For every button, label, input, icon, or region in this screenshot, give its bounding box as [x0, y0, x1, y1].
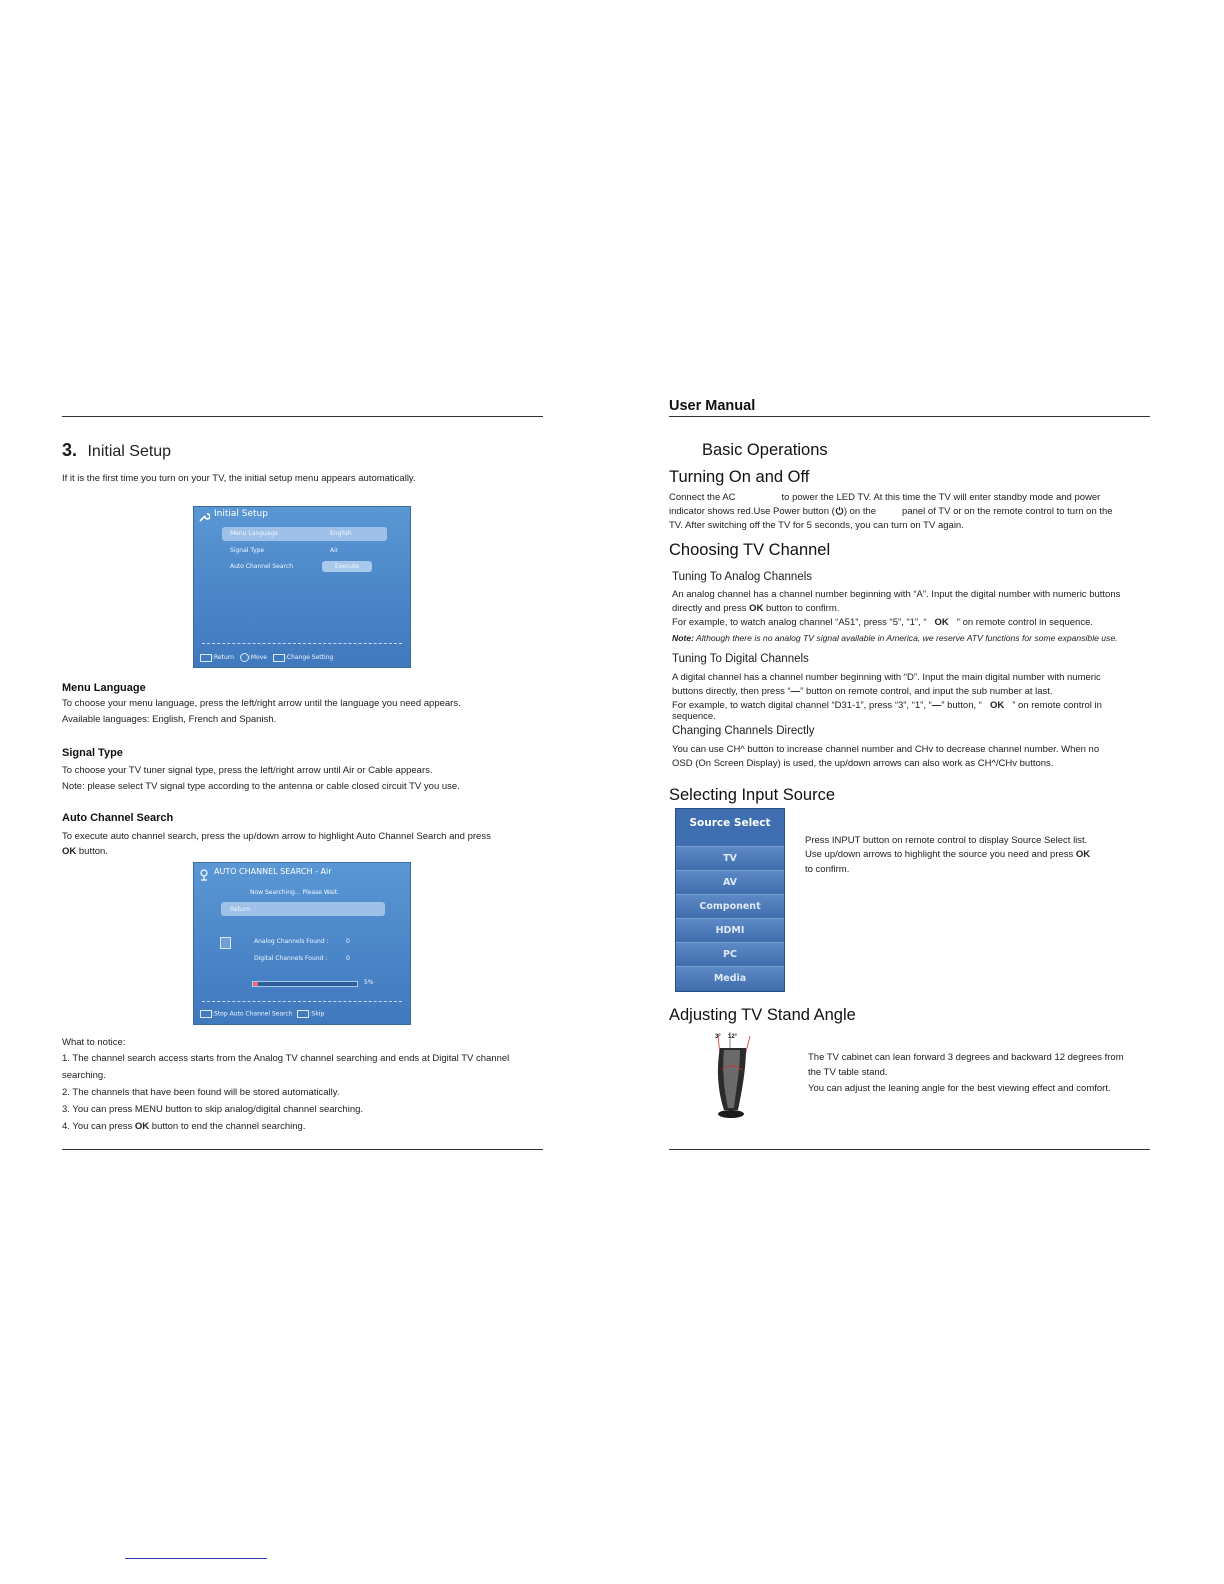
- satellite-icon: [199, 866, 209, 878]
- initial-setup-footer: [200, 653, 333, 662]
- digital-line4: sequence.: [672, 711, 716, 722]
- signal-type-label: Signal Type: [230, 547, 265, 554]
- analog-found-label: Analog Channels Found :: [254, 938, 329, 945]
- choosing-heading: Choosing TV Channel: [669, 541, 831, 559]
- wrench-icon: [198, 508, 210, 520]
- analog-found-value: 0: [346, 938, 350, 945]
- footer-change: :Change Setting: [284, 654, 334, 661]
- section-number: 3.: [62, 440, 78, 460]
- analog-l2-ok: OK: [749, 603, 764, 614]
- menu-key-icon-2: [297, 1010, 309, 1018]
- search-status: Now Searching... Please Wait.: [250, 889, 340, 896]
- notice-item1a: 1. The channel search access starts from the Analog TV channel searching and ends at Digital TV channel: [62, 1053, 510, 1064]
- auto-channel-line2-rest: button.: [76, 846, 108, 857]
- turning-l2a: indicator shows red.Use Power button (: [669, 506, 835, 517]
- ok-key-icon: [273, 654, 285, 662]
- digital-l2-post: ” button on remote control, and input the sub number at last.: [800, 686, 1053, 697]
- source-item-pc: PC: [676, 942, 784, 967]
- analog-l3-ok: OK: [934, 617, 949, 628]
- digital-line3: [672, 699, 1102, 713]
- search-progress-text: 5%: [364, 979, 374, 986]
- search-divider: [202, 1001, 402, 1002]
- turning-line2: [669, 505, 1113, 519]
- source-select-box: [675, 808, 785, 992]
- digital-l3-post: ” on remote control in: [1012, 700, 1102, 711]
- notice-item1b: searching.: [62, 1070, 106, 1081]
- turning-l1a: Connect the AC: [669, 492, 736, 503]
- turning-line1: [669, 491, 1159, 505]
- analog-line3: [672, 616, 1093, 630]
- channel-icon: [220, 937, 231, 949]
- notice-item4-ok: OK: [134, 1121, 150, 1132]
- notice-item4-pre: 4. You can press: [62, 1121, 135, 1132]
- auto-channel-value: Execute: [335, 563, 359, 570]
- source-item-hdmi: HDMI: [676, 918, 784, 943]
- notice-item4-post: button to end the channel searching.: [149, 1121, 306, 1132]
- left-top-rule: [62, 416, 543, 417]
- footer-stop: :Stop Auto Channel Search: [212, 1010, 293, 1018]
- stand-line3: You can adjust the leaning angle for the best viewing effect and comfort.: [808, 1083, 1111, 1094]
- analog-l3-post: ” on remote control in sequence.: [956, 617, 1094, 628]
- signal-type-value: Air: [330, 547, 339, 554]
- turning-l1b: to power the LED TV. At this time the TV will enter standby mode and power: [781, 492, 1101, 503]
- auto-channel-line2: [62, 845, 108, 859]
- notice-item3: 3. You can press MENU button to skip analog/digital channel searching.: [62, 1104, 364, 1115]
- initial-setup-title: Initial Setup: [214, 509, 268, 519]
- input-line2: [805, 848, 1090, 862]
- footer-link-line: [125, 1558, 267, 1559]
- menu-language-line2: Available languages: English, French and Spanish.: [62, 714, 277, 725]
- angle-front-label: 3°: [715, 1034, 721, 1040]
- notice-item2: 2. The channels that have been found will be stored automatically.: [62, 1087, 340, 1098]
- digital-l3-mid: ” button, “: [941, 700, 982, 711]
- search-progress-fill: [253, 982, 258, 986]
- auto-search-footer: [200, 1010, 324, 1018]
- auto-search-title: AUTO CHANNEL SEARCH - Air: [214, 867, 332, 876]
- menu-language-line1: To choose your menu language, press the left/right arrow until the language you need appears.: [62, 698, 461, 709]
- section-heading: [62, 440, 171, 461]
- digital-found-label: Digital Channels Found :: [254, 955, 328, 962]
- auto-channel-line1: To execute auto channel search, press the up/down arrow to highlight Auto Channel Search and press: [62, 831, 491, 842]
- menu-language-value: English: [330, 530, 352, 537]
- signal-type-line2: Note: please select TV signal type according to the antenna or cable closed circuit TV you use.: [62, 781, 460, 792]
- notice-item4: [62, 1120, 305, 1134]
- stand-line1: The TV cabinet can lean forward 3 degrees and backward 12 degrees from: [808, 1052, 1124, 1063]
- digital-l3-ok: OK: [989, 700, 1005, 711]
- input-l2-pre: Use up/down arrows to highlight the source you need and press: [805, 849, 1076, 860]
- notice-heading: What to notice:: [62, 1037, 126, 1048]
- digital-heading: Tuning To Digital Channels: [672, 653, 809, 665]
- analog-l3-pre: For example, to watch analog channel “A51”, press “5”, “1”, “: [672, 617, 927, 628]
- signal-type-line1: To choose your TV tuner signal type, press the left/right arrow until Air or Cable appears.: [62, 765, 433, 776]
- footer-return: :Return: [212, 654, 234, 661]
- input-l2-ok: OK: [1075, 849, 1091, 860]
- initial-setup-screen: [193, 506, 411, 668]
- turning-l2c: panel of TV or on the remote control to turn on the: [902, 506, 1113, 517]
- source-item-av: AV: [676, 870, 784, 895]
- right-top-rule: [669, 416, 1150, 417]
- stand-line2: the TV table stand.: [808, 1067, 888, 1078]
- direct-line1: You can use CH^ button to increase channel number and CHv to decrease channel number. When no: [672, 744, 1100, 755]
- search-progress-track: [252, 981, 358, 987]
- move-key-icon: [240, 653, 249, 662]
- input-heading: Selecting Input Source: [669, 786, 836, 804]
- auto-channel-label: Auto Channel Search: [230, 563, 293, 570]
- auto-search-screen: [193, 862, 411, 1025]
- user-manual-header: User Manual: [669, 398, 756, 414]
- source-item-component: Component: [676, 894, 784, 919]
- input-line3: to confirm.: [805, 864, 850, 875]
- menu-language-heading: Menu Language: [62, 682, 146, 694]
- basic-operations-title: Basic Operations: [702, 441, 828, 459]
- return-label: Return: [230, 906, 250, 913]
- digital-l2-dash: —: [790, 686, 801, 697]
- analog-note: [672, 631, 1118, 645]
- analog-line1: An analog channel has a channel number beginning with “A”. Input the digital number with numeric buttons: [672, 589, 1121, 600]
- menu-divider: [202, 643, 402, 644]
- right-bottom-rule: [669, 1149, 1150, 1150]
- source-item-media: Media: [676, 966, 784, 991]
- analog-l2-pre: directly and press: [672, 603, 750, 614]
- note-text: Although there is no analog TV signal available in America, we reserve ATV functions for some expansible use.: [693, 633, 1118, 643]
- exit-key-icon: [200, 1010, 212, 1018]
- input-line1: Press INPUT button on remote control to display Source Select list.: [805, 835, 1088, 846]
- note-label: Note:: [672, 633, 694, 643]
- analog-line2: [672, 602, 839, 616]
- digital-found-value: 0: [346, 955, 350, 962]
- power-icon: [835, 506, 844, 515]
- analog-l2-post: button to confirm.: [763, 603, 840, 614]
- digital-line2: [672, 685, 1053, 699]
- analog-heading: Tuning To Analog Channels: [672, 571, 813, 583]
- section-title: Initial Setup: [87, 443, 172, 460]
- left-bottom-rule: [62, 1149, 543, 1150]
- auto-channel-heading: Auto Channel Search: [62, 812, 174, 824]
- turning-heading: Turning On and Off: [669, 468, 810, 486]
- stand-heading: Adjusting TV Stand Angle: [669, 1006, 856, 1024]
- angle-back-label: 12°: [728, 1034, 738, 1040]
- footer-skip: :Skip: [309, 1010, 325, 1018]
- turning-line3: TV. After switching off the TV for 5 seconds, you can turn on TV again.: [669, 520, 964, 531]
- digital-l2-pre: buttons directly, then press “: [672, 686, 791, 697]
- signal-type-heading: Signal Type: [62, 747, 123, 759]
- tv-stand-illustration: [702, 1030, 762, 1122]
- direct-heading: Changing Channels Directly: [672, 725, 815, 737]
- source-item-tv: TV: [676, 846, 784, 871]
- source-select-title: Source Select: [689, 817, 771, 829]
- menu-key-icon: [200, 654, 212, 662]
- digital-line1: A digital channel has a channel number beginning with “D”. Input the main digital number with numeric: [672, 672, 1101, 683]
- footer-move: :Move: [248, 654, 267, 661]
- ok-text: OK: [62, 846, 77, 857]
- digital-l3-pre: For example, to watch digital channel “D31-1”, press “3”, “1”, “: [672, 700, 932, 711]
- digital-l3-dash: —: [931, 700, 942, 711]
- turning-l2b: ) on the: [843, 506, 877, 517]
- intro-text: If it is the first time you turn on your TV, the initial setup menu appears automatically.: [62, 473, 416, 484]
- menu-language-label: Menu Language: [230, 530, 278, 537]
- direct-line2: OSD (On Screen Display) is used, the up/down arrows can also work as CH^/CHv buttons.: [672, 758, 1054, 769]
